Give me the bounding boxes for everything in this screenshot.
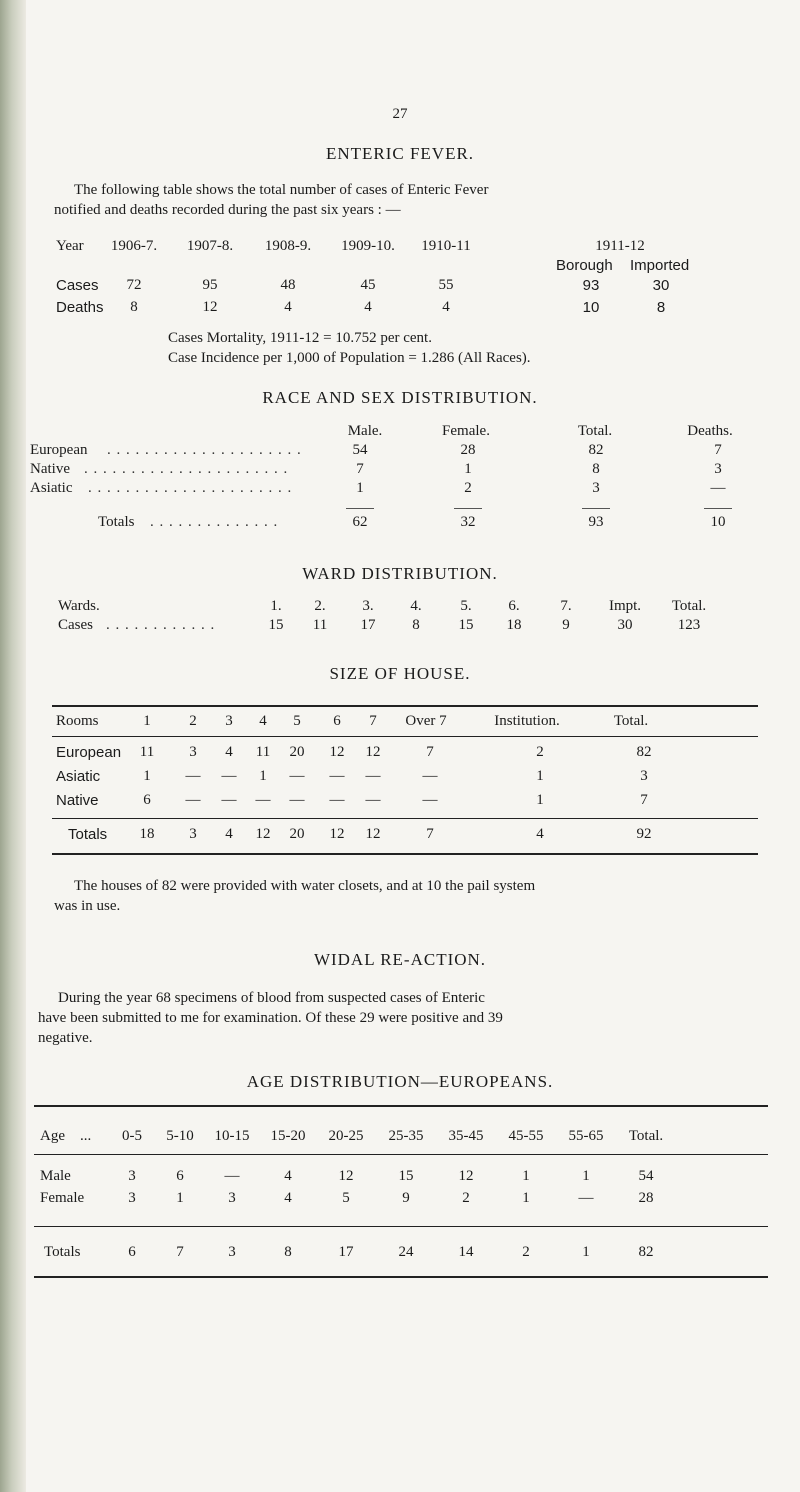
cell: 72 — [126, 277, 142, 293]
section-title-size-of-house: SIZE OF HOUSE. — [329, 664, 471, 683]
cell: 93 — [588, 514, 604, 530]
cell: — — [329, 768, 345, 784]
col-header: Over 7 — [405, 713, 447, 729]
row-label: Native — [30, 461, 70, 477]
ward-col: 3. — [362, 598, 374, 614]
house-note-line-2: was in use. — [54, 898, 121, 914]
year-col: 1911-12 — [595, 238, 645, 254]
row-label: Totals — [68, 826, 108, 843]
cell: 1 — [522, 1168, 530, 1184]
cell: 20 — [289, 826, 305, 842]
cell: 54 — [638, 1168, 654, 1184]
table-rule-top — [52, 705, 758, 707]
col-header: Total. — [613, 713, 649, 729]
section-title-enteric-fever: ENTERIC FEVER. — [325, 144, 475, 163]
enteric-year-header — [0, 238, 800, 258]
col-header: Age — [40, 1128, 65, 1144]
cell: — — [185, 792, 201, 808]
cell: 8 — [284, 1244, 292, 1260]
imported-label: Imported — [630, 257, 690, 274]
cell: 3 — [592, 480, 600, 496]
mortality-line: Cases Mortality, 1911-12 = 10.752 per cent. — [168, 330, 432, 346]
cell: 4 — [442, 299, 450, 315]
enteric-intro-line-2: notified and deaths recorded during the past six years : — — [54, 202, 401, 218]
col-header: Total. — [628, 1128, 664, 1144]
cell: 30 — [617, 617, 633, 633]
cell: 1 — [143, 768, 151, 784]
house-note-line-1: The houses of 82 were provided with water closets, and at 10 the pail system — [74, 878, 536, 894]
age-rule-header — [34, 1154, 768, 1155]
cell: 1 — [356, 480, 364, 496]
row-label: Cases — [58, 617, 93, 633]
enteric-intro-line-1: The following table shows the total number of cases of Enteric Fever — [74, 182, 489, 198]
cell: — — [185, 768, 201, 784]
sum-rule — [346, 508, 374, 509]
cell: 3 — [128, 1190, 136, 1206]
cell: 32 — [460, 514, 476, 530]
cell: — — [221, 792, 237, 808]
row-label: Native — [56, 792, 99, 809]
dot-leader: . . . . . . . . . . . . . . — [150, 514, 279, 530]
section-title-widal: WIDAL RE-ACTION. — [313, 950, 487, 969]
cell: 92 — [636, 826, 652, 842]
widal-line-1: During the year 68 specimens of blood from suspected cases of Enteric — [58, 990, 485, 1006]
year-col: 1906-7. — [110, 238, 158, 254]
age-rule-totals — [34, 1226, 768, 1227]
cell: 1 — [536, 768, 544, 784]
row-label: Female — [40, 1190, 85, 1206]
col-header: Rooms — [56, 713, 99, 729]
col-header: 5 — [293, 713, 301, 729]
cell: 14 — [458, 1244, 474, 1260]
cell: 6 — [176, 1168, 184, 1184]
borough-label: Borough — [556, 257, 613, 274]
ward-header-row — [0, 598, 800, 618]
ward-col: 6. — [508, 598, 520, 614]
cell: 9 — [562, 617, 570, 633]
cell: 4 — [284, 1190, 292, 1206]
cell: 123 — [677, 617, 701, 633]
cell: 3 — [228, 1190, 236, 1206]
col-header: 3 — [225, 713, 233, 729]
cell: 7 — [356, 461, 364, 477]
age-row-totals — [0, 1244, 800, 1264]
cell: 12 — [255, 826, 271, 842]
cell: 12 — [365, 826, 381, 842]
cell: 3 — [128, 1168, 136, 1184]
race-row-european — [0, 442, 800, 462]
cell: 1 — [522, 1190, 530, 1206]
col-header: 6 — [333, 713, 341, 729]
cell: 12 — [329, 744, 345, 760]
cell: 7 — [714, 442, 722, 458]
cell: 10 — [582, 299, 600, 316]
cell: 1 — [582, 1168, 590, 1184]
house-row-native — [0, 792, 800, 812]
cell: — — [422, 792, 438, 808]
col-header: 45-55 — [508, 1128, 544, 1144]
col-header: 2 — [189, 713, 197, 729]
cell: 4 — [364, 299, 372, 315]
cell: — — [329, 792, 345, 808]
cell: — — [578, 1190, 594, 1206]
year-col: 1907-8. — [186, 238, 234, 254]
cell: 18 — [506, 617, 522, 633]
race-row-native — [0, 461, 800, 481]
cell: 2 — [522, 1244, 530, 1260]
cell: 48 — [280, 277, 296, 293]
ward-col: 2. — [314, 598, 326, 614]
cell: 18 — [139, 826, 155, 842]
cell: 4 — [284, 1168, 292, 1184]
cell: 4 — [225, 744, 233, 760]
cell: 1 — [582, 1244, 590, 1260]
age-row-male — [0, 1168, 800, 1188]
row-label: European — [56, 744, 122, 761]
widal-line-3: negative. — [38, 1030, 93, 1046]
row-label: Asiatic — [56, 768, 101, 785]
cell: 6 — [128, 1244, 136, 1260]
cell: 11 — [255, 744, 271, 760]
cell: 7 — [176, 1244, 184, 1260]
year-col: 1909-10. — [341, 238, 395, 254]
cell: 8 — [656, 299, 666, 316]
cell: — — [289, 792, 305, 808]
page-number: 27 — [392, 106, 408, 122]
cell: 9 — [402, 1190, 410, 1206]
cell: 17 — [360, 617, 376, 633]
col-header: 0-5 — [122, 1128, 142, 1144]
cell: 2 — [536, 744, 544, 760]
cell: 2 — [462, 1190, 470, 1206]
cell: 62 — [352, 514, 368, 530]
year-label: Year — [56, 238, 84, 254]
cell: 8 — [130, 299, 138, 315]
col-header: Female. — [442, 423, 490, 439]
race-sex-header — [0, 423, 800, 443]
ward-col: Impt. — [608, 598, 642, 614]
cell: — — [255, 792, 271, 808]
section-title-ward: WARD DISTRIBUTION. — [302, 564, 498, 583]
cell: 4 — [536, 826, 544, 842]
col-header: 25-35 — [388, 1128, 424, 1144]
cell: 15 — [268, 617, 284, 633]
col-header: 4 — [259, 713, 267, 729]
cell: 7 — [640, 792, 648, 808]
cell: 30 — [652, 277, 670, 294]
enteric-subheader — [0, 257, 800, 277]
cell: 1 — [176, 1190, 184, 1206]
dot-leader: . . . . . . . . . . . . . . . . . . . . . . — [84, 461, 289, 477]
row-label: Totals — [44, 1244, 81, 1260]
dot-leader: . . . . . . . . . . . . . . . . . . . . . — [107, 442, 302, 458]
col-header: Institution. — [494, 713, 560, 729]
cell: 3 — [640, 768, 648, 784]
cell: — — [289, 768, 305, 784]
ward-col: 7. — [560, 598, 572, 614]
cell: 3 — [189, 826, 197, 842]
ward-col: Total. — [671, 598, 707, 614]
cell: — — [710, 480, 726, 496]
cell: 1 — [464, 461, 472, 477]
cell: 15 — [458, 617, 474, 633]
house-row-totals — [0, 826, 800, 846]
cell: 11 — [312, 617, 328, 633]
cell: — — [422, 768, 438, 784]
table-rule-totals — [52, 818, 758, 819]
cell: 20 — [289, 744, 305, 760]
table-rule-bottom — [52, 853, 758, 855]
race-row-totals — [0, 514, 800, 534]
house-row-european — [0, 744, 800, 764]
col-header: 35-45 — [448, 1128, 484, 1144]
age-rule-bottom — [34, 1276, 768, 1278]
ward-col: 4. — [410, 598, 422, 614]
col-header: ... — [80, 1128, 92, 1144]
cell: 45 — [360, 277, 376, 293]
sum-rule — [704, 508, 732, 509]
cell: 11 — [139, 744, 155, 760]
cell: 55 — [438, 277, 454, 293]
cell: 17 — [338, 1244, 354, 1260]
col-header: 10-15 — [214, 1128, 250, 1144]
row-label: Cases — [56, 277, 99, 294]
row-label: Totals — [98, 514, 135, 530]
cell: 12 — [365, 744, 381, 760]
row-label: Deaths — [56, 299, 104, 316]
dot-leader: . . . . . . . . . . . . . . . . . . . . . . — [88, 480, 293, 496]
cell: 4 — [284, 299, 292, 315]
race-row-asiatic — [0, 480, 800, 500]
age-row-female — [0, 1190, 800, 1210]
cell: 28 — [638, 1190, 654, 1206]
cell: 7 — [426, 826, 434, 842]
cell: 8 — [592, 461, 600, 477]
cell: 95 — [202, 277, 218, 293]
row-label: European — [30, 442, 88, 458]
cell: — — [224, 1168, 240, 1184]
section-title-race-sex: RACE AND SEX DISTRIBUTION. — [262, 388, 538, 407]
col-header: 55-65 — [568, 1128, 604, 1144]
cell: 15 — [398, 1168, 414, 1184]
ward-col: 5. — [460, 598, 472, 614]
cell: 1 — [536, 792, 544, 808]
dot-leader: . . . . . . . . . . . . — [106, 617, 216, 633]
year-col: 1908-9. — [264, 238, 312, 254]
cell: 7 — [426, 744, 434, 760]
cell: 8 — [412, 617, 420, 633]
cell: 28 — [460, 442, 476, 458]
cell: 12 — [202, 299, 218, 315]
cell: 6 — [143, 792, 151, 808]
col-header: 7 — [369, 713, 377, 729]
row-label: Male — [40, 1168, 71, 1184]
row-label: Wards. — [58, 598, 100, 614]
enteric-cases-row — [0, 277, 800, 297]
age-rule-top — [34, 1105, 768, 1107]
cell: 12 — [329, 826, 345, 842]
cell: 24 — [398, 1244, 414, 1260]
house-row-asiatic — [0, 768, 800, 788]
col-header: 15-20 — [270, 1128, 306, 1144]
cell: 12 — [338, 1168, 354, 1184]
ward-col: 1. — [270, 598, 282, 614]
year-col: 1910-11 — [421, 238, 471, 254]
col-header: Deaths. — [687, 423, 733, 439]
table-rule-header — [52, 736, 758, 737]
ward-cases-row — [0, 617, 800, 637]
cell: 82 — [636, 744, 652, 760]
cell: 10 — [710, 514, 726, 530]
cell: 93 — [582, 277, 600, 294]
cell: — — [365, 768, 381, 784]
cell: 82 — [588, 442, 604, 458]
section-title-age: AGE DISTRIBUTION—EUROPEANS. — [246, 1072, 554, 1091]
cell: — — [221, 768, 237, 784]
cell: 5 — [342, 1190, 350, 1206]
cell: 82 — [638, 1244, 654, 1260]
age-header-row — [0, 1128, 800, 1148]
col-header: Male. — [347, 423, 383, 439]
cell: 4 — [225, 826, 233, 842]
cell: 3 — [189, 744, 197, 760]
sum-rule — [454, 508, 482, 509]
cell: 54 — [352, 442, 368, 458]
cell: 2 — [464, 480, 472, 496]
widal-line-2: have been submitted to me for examination. Of these 29 were positive and 39 — [38, 1010, 503, 1026]
cell: 3 — [714, 461, 722, 477]
incidence-line: Case Incidence per 1,000 of Population = 1.286 (All Races). — [168, 350, 531, 366]
col-header: 1 — [143, 713, 151, 729]
col-header: 20-25 — [328, 1128, 364, 1144]
row-label: Asiatic — [30, 480, 73, 496]
cell: 1 — [259, 768, 267, 784]
sum-rule — [582, 508, 610, 509]
col-header: 5-10 — [166, 1128, 194, 1144]
cell: 3 — [228, 1244, 236, 1260]
col-header: Total. — [577, 423, 613, 439]
house-header-row — [0, 713, 800, 733]
enteric-deaths-row — [0, 299, 800, 319]
cell: 12 — [458, 1168, 474, 1184]
cell: — — [365, 792, 381, 808]
